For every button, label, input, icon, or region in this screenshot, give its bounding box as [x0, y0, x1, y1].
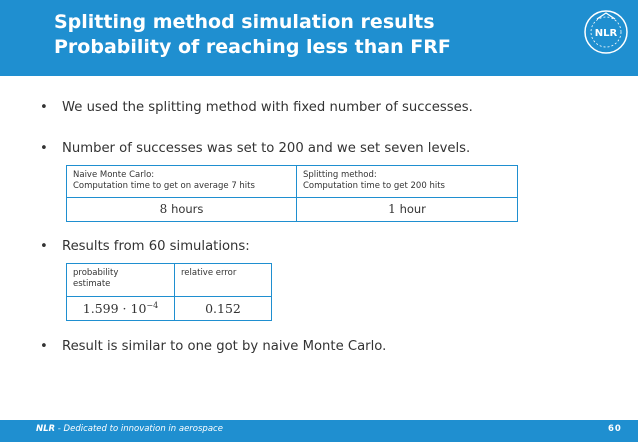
header-line: estimate — [73, 279, 111, 289]
header-line: Splitting method: — [303, 170, 377, 180]
header-line: Naive Monte Carlo: — [73, 170, 155, 180]
header-line: probability — [73, 268, 119, 278]
bullet-marker: • — [40, 239, 48, 254]
bullet-text: We used the splitting method with fixed number of successes. — [62, 100, 473, 115]
header-line: Computation time to get on average 7 hits — [73, 181, 255, 191]
footer-brand: NLR — [36, 424, 56, 434]
value-number: 8 — [159, 202, 168, 216]
bullet-marker: • — [40, 100, 48, 115]
bullet-text: Results from 60 simulations: — [62, 239, 250, 254]
logo-text: NLR — [594, 28, 618, 39]
footer-tagline — [36, 424, 223, 434]
results-header-relative-error — [175, 264, 272, 297]
title-line-2: Probability of reaching less than FRF — [54, 36, 451, 58]
value-exponent: −4 — [146, 301, 159, 310]
value-number: 1 — [388, 202, 396, 216]
results-table — [66, 263, 272, 321]
comparison-value-naive — [67, 198, 297, 222]
header-line: relative error — [181, 268, 237, 278]
bullet-marker: • — [40, 141, 48, 156]
title-line-1: Splitting method simulation results — [54, 11, 435, 33]
bullet-2 — [40, 141, 470, 156]
header-line: Computation time to get 200 hits — [303, 181, 445, 191]
slide-header — [0, 0, 638, 76]
page-number: 60 — [608, 424, 622, 434]
comparison-table — [66, 165, 518, 222]
results-value-probability — [67, 297, 175, 321]
bullet-text: Result is similar to one got by naive Monte Carlo. — [62, 339, 387, 354]
bullet-text: Number of successes was set to 200 and we set seven levels. — [62, 141, 471, 156]
bullet-1 — [40, 100, 473, 115]
footer-tagline-text: - Dedicated to innovation in aerospace — [55, 424, 223, 434]
value-mantissa: 1.599 — [82, 301, 119, 317]
slide-title — [54, 10, 451, 60]
comparison-header-naive — [67, 166, 297, 198]
value-number: 0.152 — [205, 301, 241, 316]
bullet-4 — [40, 339, 386, 354]
value-unit: hours — [171, 202, 204, 216]
nlr-logo-icon — [583, 9, 629, 55]
results-header-probability — [67, 264, 175, 297]
results-value-relative-error — [175, 297, 272, 321]
bullet-3 — [40, 239, 250, 254]
bullet-marker: • — [40, 339, 48, 354]
comparison-value-splitting — [297, 198, 518, 222]
value-base: · 10 — [118, 301, 147, 317]
value-unit: hour — [399, 202, 426, 216]
comparison-header-splitting — [297, 166, 518, 198]
